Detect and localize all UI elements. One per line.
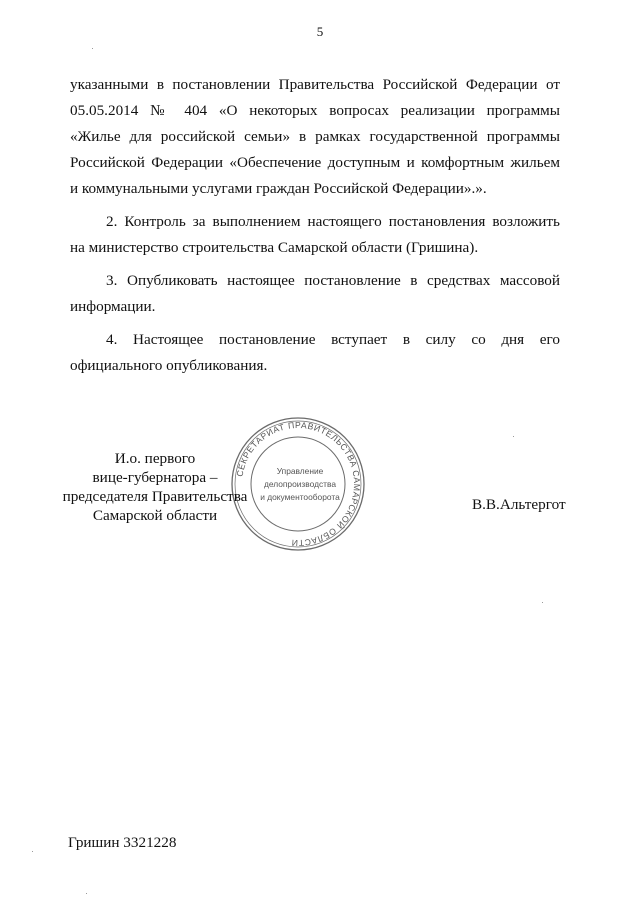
seal-center-line: и документооборота xyxy=(260,492,340,502)
signatory-position xyxy=(60,449,250,525)
paragraph-3 xyxy=(70,268,560,320)
text-line: информации. xyxy=(70,298,156,315)
text-line: официального опубликования. xyxy=(70,357,268,374)
position-line: вице-губернатора – xyxy=(92,469,218,486)
executor-note: Гришин 3321228 xyxy=(68,834,177,851)
text-line: 2. Контроль за выполнением настоящего постановления возложить xyxy=(106,213,560,230)
text-line: Российской Федерации «Обеспечение доступным и комфортным жильем xyxy=(70,154,560,171)
scan-speck xyxy=(542,602,543,603)
document-body xyxy=(70,72,560,379)
text-line: на министерство строительства Самарской области (Гришина). xyxy=(70,239,479,256)
page-number: 5 xyxy=(316,24,324,39)
seal-ring-text: СЕКРЕТАРИАТ ПРАВИТЕЛЬСТВА САМАРСКОЙ ОБЛАСТИ xyxy=(234,419,363,549)
scan-speck xyxy=(513,436,514,437)
text-line: 05.05.2014 № 404 «О некоторых вопросах реализации программы xyxy=(70,102,560,119)
signatory-name: В.В.Альтергот xyxy=(472,496,566,513)
paragraph-2 xyxy=(70,209,560,261)
text-line: и коммунальными услугами граждан Российской Федерации».». xyxy=(70,180,487,197)
scan-speck xyxy=(86,893,87,894)
paragraph-1 xyxy=(70,72,560,202)
seal-center-line: Управление xyxy=(276,466,324,476)
seal-center-line: делопроизводства xyxy=(263,479,337,489)
scan-speck xyxy=(92,48,93,49)
scan-speck xyxy=(32,851,33,852)
text-line: 4. Настоящее постановление вступает в силу со дня его xyxy=(106,331,560,348)
paragraph-4 xyxy=(70,327,560,379)
text-line: 3. Опубликовать настоящее постановление в средствах массовой xyxy=(106,272,560,289)
position-line: председателя Правительства xyxy=(62,488,248,505)
text-line: «Жилье для российской семьи» в рамках государственной программы xyxy=(70,128,560,145)
position-line: Самарской области xyxy=(92,507,218,524)
text-line: указанными в постановлении Правительства Российской Федерации от xyxy=(70,76,560,93)
position-line: И.о. первого xyxy=(114,450,196,467)
